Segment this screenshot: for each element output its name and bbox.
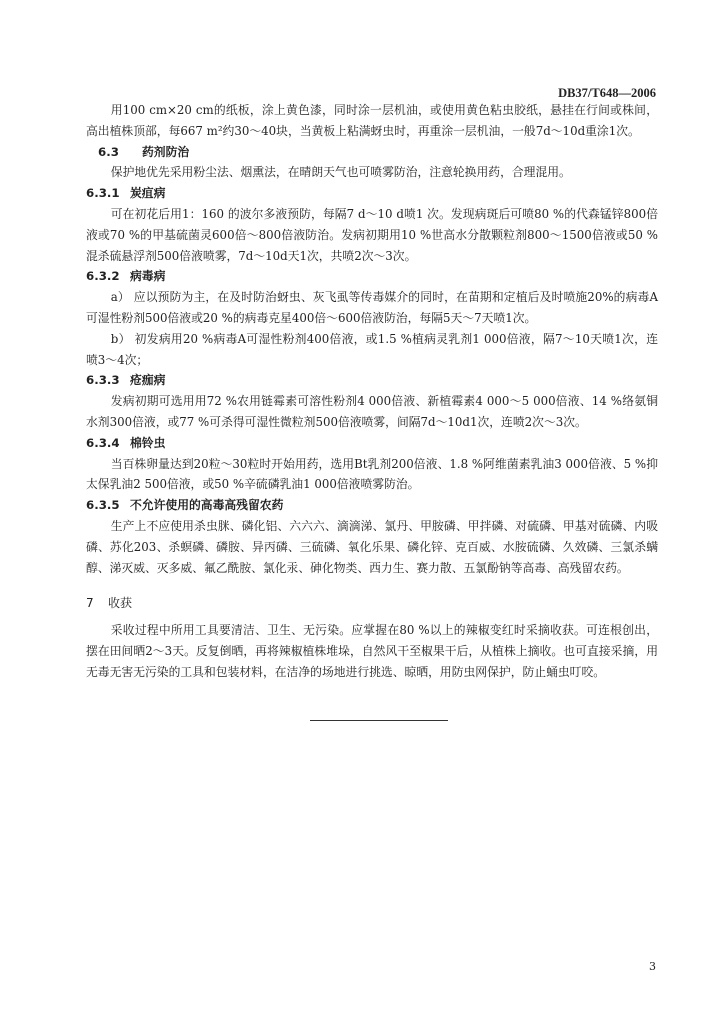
end-divider	[310, 720, 448, 721]
heading-title: 棉铃虫	[130, 435, 166, 450]
heading-6-3-3	[86, 370, 658, 391]
heading-6-3	[86, 142, 658, 163]
heading-6-3-4	[86, 433, 658, 454]
standard-code: DB37/T648—2006	[558, 86, 656, 100]
paragraph-6-3: 保护地优先采用粉尘法、烟熏法，在晴朗天气也可喷雾防治，注意轮换用药，合理混用。	[110, 165, 571, 180]
heading-6-3-1	[86, 183, 658, 204]
paragraph-6-3-5: 生产上不应使用杀虫脒、磷化铝、六六六、滴滴涕、氯丹、甲胺磷、甲拌磷、对硫磷、甲基对硫磷、内吸磷、苏化203、杀螟磷、磷胺、异丙磷、三硫磷、氧化乐果、磷化锌、克百威、水胺硫磷、久效磷、三氯杀螨醇、涕灭威、灭多威、氟乙酰胺、氯化汞、砷化物类、西力生、赛力散、五氯酚钠等高毒、高残留农药。	[86, 518, 658, 575]
heading-number: 6.3	[98, 144, 119, 159]
heading-7	[86, 592, 658, 614]
paragraph-6-3-3: 发病初期可选用用72 %农用链霉素可溶性粉剂4 000倍液、新植霉素4 000～5 000倍液、14 %络氨铜水剂300倍液，或77 %可杀得可湿性微粒剂500倍液喷雾，间隔7d～10d1次，连喷2次～3次。	[86, 394, 658, 429]
paragraph-6-3-1: 可在初花后用1：160 的波尔多液预防，每隔7 d～10 d喷1 次。发现病斑后可喷80 %的代森锰锌800倍液或70 %的甲基硫菌灵600倍～800倍液防治。发病初期用10 %世高水分散颗粒剂800～1500倍液或50 %混杀硫悬浮剂500倍液喷雾，7d～10d天1次，共喷2次～3次。	[86, 206, 658, 263]
paragraph-6-3-4: 当百株卵量达到20粒～30粒时开始用药，选用Bt乳剂200倍液、1.8 %阿维菌素乳油3 000倍液、5 %抑太保乳油2 500倍液，或50 %辛硫磷乳油1 000倍液喷雾防治。	[86, 456, 658, 492]
list-item-a: a） 应以预防为主，在及时防治蚜虫、灰飞虱等传毒媒介的同时，在苗期和定植后及时喷施20%的病毒A可湿性粉剂500倍液或20 %的病毒克星400倍～600倍液防治，每隔5天～7天喷1次。	[86, 290, 658, 325]
heading-number: 6.3.2	[86, 269, 120, 284]
heading-title: 疮痂病	[130, 373, 166, 388]
heading-number: 6.3.1	[86, 186, 120, 201]
heading-title: 药剂防治	[142, 144, 190, 159]
list-item-b: b） 初发病用20 %病毒A可湿性粉剂400倍液，或1.5 %植病灵乳剂1 000倍液，隔7～10天喷1次，连喷3～4次；	[86, 331, 658, 367]
heading-number: 7	[86, 596, 94, 611]
section-gap	[86, 578, 658, 592]
paragraph-yellow-board: 用100 cm×20 cm的纸板，涂上黄色漆，同时涂一层机油，或使用黄色粘虫胶纸，悬挂在行间或株间，高出植株顶部，每667 m²约30～40块，当黄板上粘满蚜虫时，再重涂一层机油，一般7d～10d重涂1次。	[86, 103, 658, 138]
heading-number: 6.3.4	[86, 435, 120, 450]
paragraph-7: 采收过程中所用工具要清洁、卫生、无污染。应掌握在80 %以上的辣椒变红时采摘收获。可连根创出，摆在田间晒2～3天。反复倒晒，再将辣椒植株堆垛，自然风干至椒果干后，从植株上摘收。也可直接采摘，用无毒无害无污染的工具和包装材料，在洁净的场地进行挑选、晾晒，用防虫网保护，防止蛹虫叮咬。	[86, 623, 658, 679]
heading-title: 收获	[108, 596, 133, 611]
document-body	[86, 100, 658, 683]
heading-number: 6.3.3	[86, 373, 120, 388]
heading-number: 6.3.5	[86, 498, 120, 513]
heading-title: 病毒病	[130, 269, 166, 284]
heading-6-3-5	[86, 495, 658, 516]
heading-title: 不允许使用的高毒高残留农药	[130, 498, 284, 513]
heading-title: 炭疽病	[130, 186, 166, 201]
page-number: 3	[649, 960, 656, 973]
heading-6-3-2	[86, 266, 658, 287]
